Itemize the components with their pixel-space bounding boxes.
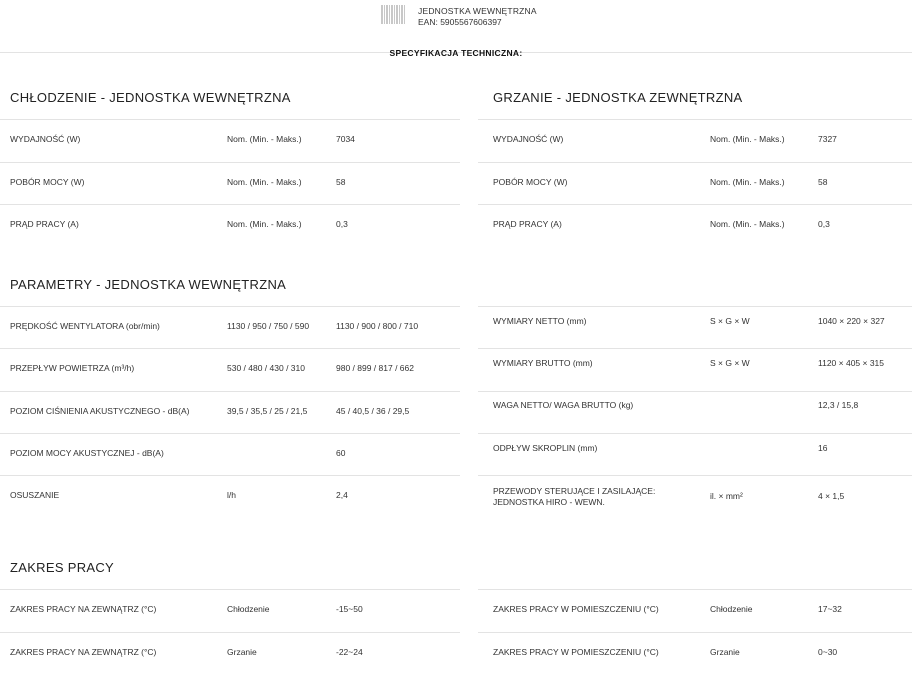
row-divider (0, 632, 460, 633)
row-divider (478, 204, 912, 205)
row-divider (0, 119, 460, 120)
spec-label: WYDAJNOŚĆ (W) (10, 134, 81, 145)
spec-value: 0~30 (818, 646, 838, 657)
spec-label: POZIOM CIŚNIENIA AKUSTYCZNEGO - dB(A) (10, 405, 190, 416)
spec-label: POBÓR MOCY (W) (493, 176, 568, 187)
spec-label: POZIOM MOCY AKUSTYCZNEJ - dB(A) (10, 448, 164, 459)
spec-unit: 39,5 / 35,5 / 25 / 21,5 (227, 405, 308, 416)
row-divider (478, 632, 912, 633)
product-name: JEDNOSTKA WEWNĘTRZNA (418, 6, 537, 16)
row-divider (0, 589, 460, 590)
spec-label: ZAKRES PRACY W POMIESZCZENIU (°C) (493, 646, 659, 657)
spec-value: -15~50 (336, 604, 363, 615)
spec-value: 2,4 (336, 490, 348, 501)
spec-value: 1040 × 220 × 327 (818, 316, 885, 326)
spec-value: 1120 × 405 × 315 (818, 358, 885, 368)
spec-unit: Grzanie (710, 646, 740, 657)
spec-label: WYDAJNOŚĆ (W) (493, 134, 564, 145)
spec-label: PRĄD PRACY (A) (493, 219, 562, 230)
spec-value: 980 / 899 / 817 / 662 (336, 363, 414, 374)
spec-unit: l/h (227, 490, 236, 501)
row-divider (0, 162, 460, 163)
spec-unit: Nom. (Min. - Maks.) (710, 134, 785, 145)
spec-value: 58 (818, 176, 828, 187)
spec-value: -22~24 (336, 646, 363, 657)
row-divider (0, 306, 460, 307)
row-divider (478, 391, 912, 392)
spec-unit: Nom. (Min. - Maks.) (227, 176, 302, 187)
section-title-operating-range: ZAKRES PRACY (10, 560, 115, 575)
spec-unit: Grzanie (227, 646, 257, 657)
spec-unit: 530 / 480 / 430 / 310 (227, 363, 305, 374)
spec-unit: Chłodzenie (227, 604, 270, 615)
product-ean: EAN: 5905567606397 (418, 17, 502, 27)
spec-value: 1130 / 900 / 800 / 710 (336, 321, 419, 332)
spec-label: PRZEWODY STERUJĄCE I ZASILAJĄCE: JEDNOSTKA HIRO - WEWN. (493, 486, 656, 507)
spec-unit: Nom. (Min. - Maks.) (710, 219, 785, 230)
spec-label: PRZEPŁYW POWIETRZA (m³/h) (10, 363, 135, 374)
spec-unit: Nom. (Min. - Maks.) (227, 134, 302, 145)
row-divider (0, 204, 460, 205)
spec-value: 60 (336, 448, 346, 459)
spec-value: 4 × 1,5 (818, 491, 845, 501)
spec-label: PRĄD PRACY (A) (10, 219, 79, 230)
spec-label: WYMIARY BRUTTO (mm) (493, 358, 593, 368)
spec-unit: 1130 / 950 / 750 / 590 (227, 321, 310, 332)
spec-label: WYMIARY NETTO (mm) (493, 316, 587, 326)
row-divider (478, 306, 912, 307)
spec-value: 16 (818, 443, 828, 453)
spec-value: 45 / 40,5 / 36 / 29,5 (336, 405, 410, 416)
spec-value: 7034 (336, 134, 355, 145)
spec-unit: Nom. (Min. - Maks.) (710, 176, 785, 187)
spec-label: ODPŁYW SKROPLIN (mm) (493, 443, 598, 453)
row-divider (478, 433, 912, 434)
spec-label: ZAKRES PRACY NA ZEWNĄTRZ (°C) (10, 604, 157, 615)
spec-value: 0,3 (336, 219, 348, 230)
spec-value: 58 (336, 176, 346, 187)
row-divider (0, 433, 460, 434)
spec-unit: S × G × W (710, 358, 750, 368)
spec-title: SPECYFIKACJA TECHNICZNA: (389, 48, 523, 58)
section-title-parameters: PARAMETRY - JEDNOSTKA WEWNĘTRZNA (10, 277, 287, 292)
spec-label: OSUSZANIE (10, 490, 60, 501)
barcode-icon (381, 5, 405, 24)
spec-unit: Chłodzenie (710, 604, 753, 615)
spec-value: 17~32 (818, 604, 842, 615)
spec-unit: il. × mm² (710, 491, 743, 501)
section-title-cooling: CHŁODZENIE - JEDNOSTKA WEWNĘTRZNA (10, 90, 291, 105)
spec-label: WAGA NETTO/ WAGA BRUTTO (kg) (493, 400, 634, 410)
row-divider (478, 119, 912, 120)
spec-label: PRĘDKOŚĆ WENTYLATORA (obr/min) (10, 321, 160, 332)
spec-label: ZAKRES PRACY W POMIESZCZENIU (°C) (493, 604, 659, 615)
row-divider (0, 348, 460, 349)
spec-unit: Nom. (Min. - Maks.) (227, 219, 302, 230)
row-divider (478, 589, 912, 590)
spec-label: ZAKRES PRACY NA ZEWNĄTRZ (°C) (10, 646, 157, 657)
section-title-heating: GRZANIE - JEDNOSTKA ZEWNĘTRZNA (493, 90, 743, 105)
row-divider (478, 162, 912, 163)
row-divider (0, 475, 460, 476)
row-divider (478, 348, 912, 349)
spec-value: 12,3 / 15,8 (818, 400, 859, 410)
spec-value: 7327 (818, 134, 837, 145)
row-divider (478, 475, 912, 476)
spec-unit: S × G × W (710, 316, 750, 326)
spec-label: POBÓR MOCY (W) (10, 176, 85, 187)
product-header (0, 0, 912, 53)
spec-value: 0,3 (818, 219, 830, 230)
row-divider (0, 391, 460, 392)
